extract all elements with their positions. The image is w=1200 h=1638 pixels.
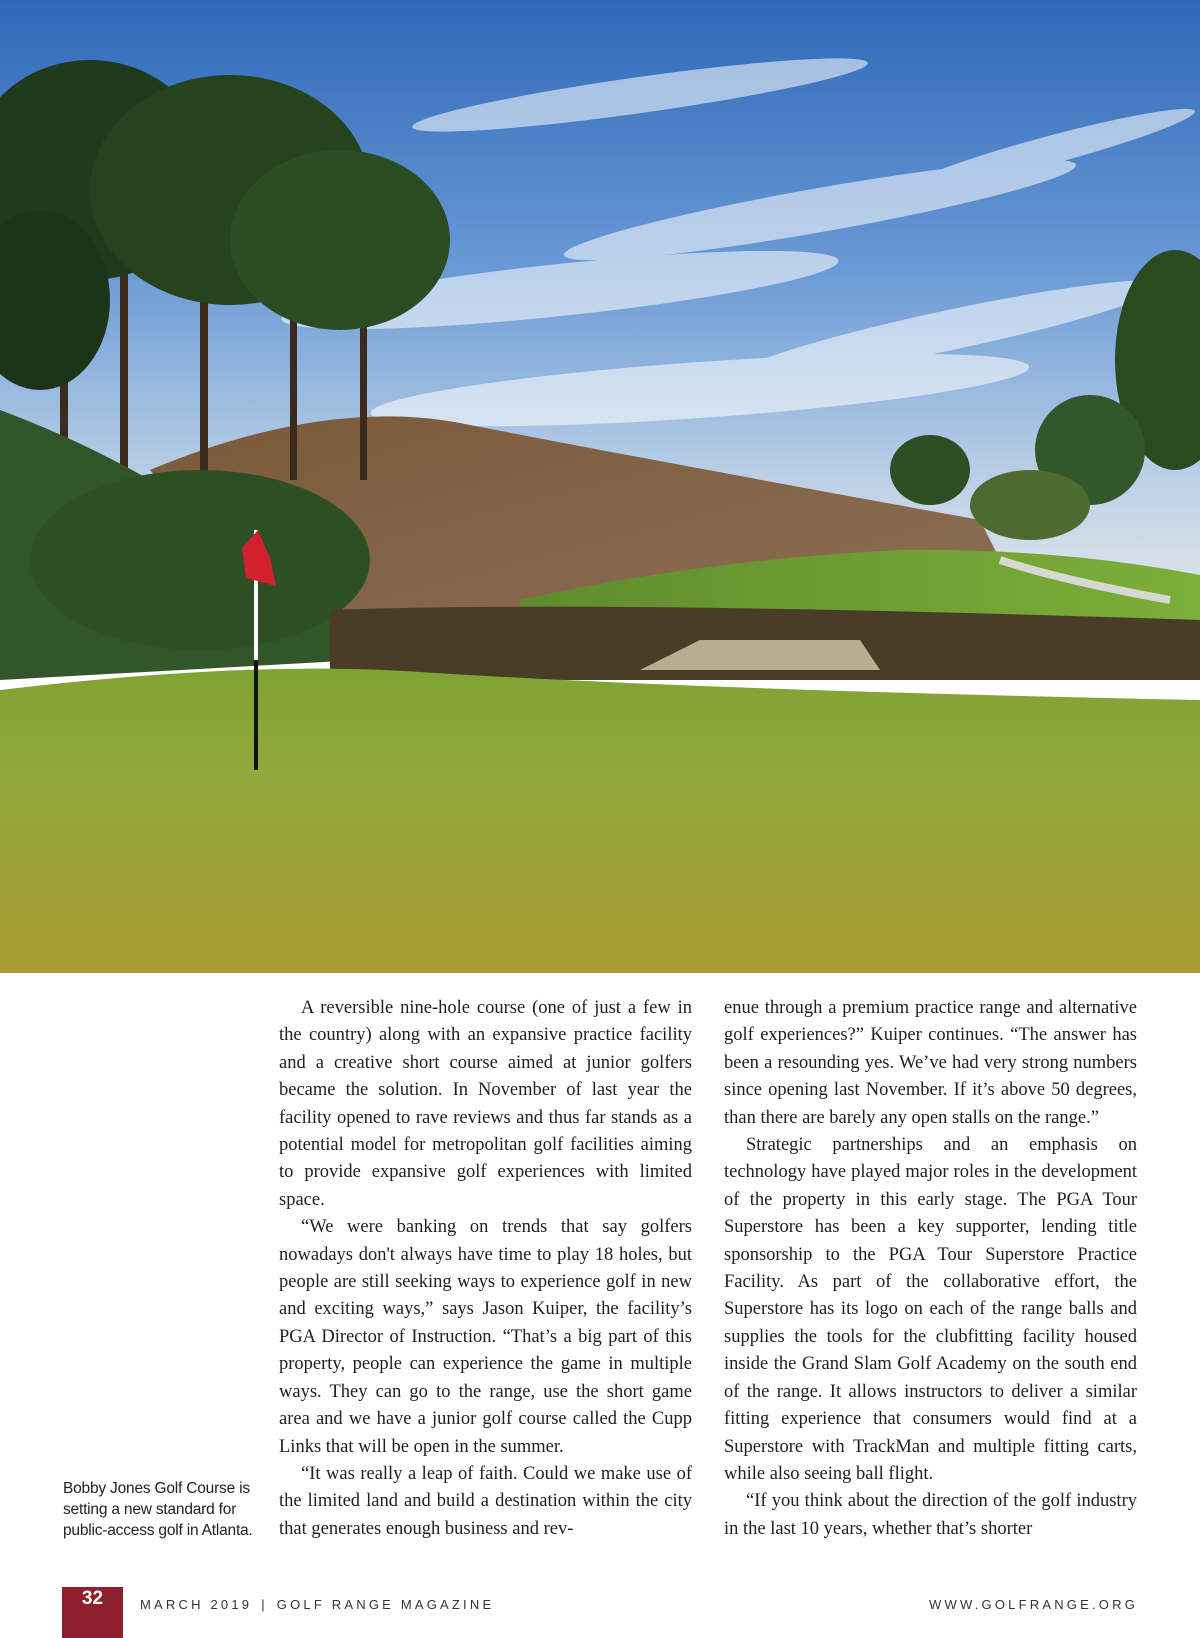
article-left-column <box>279 995 692 1543</box>
issue-date: MARCH 2019 <box>140 1597 253 1612</box>
putting-green <box>0 669 1200 973</box>
footer-separator: | <box>261 1597 268 1612</box>
article-paragraph: “It was really a leap of faith. Could we make use of the limited land and build a destination within the city that generates enough business and rev- <box>279 1463 692 1539</box>
page-number: 32 <box>62 1587 123 1638</box>
article-paragraph: “If you think about the direction of the golf industry in the last 10 years, whether that’s shorter <box>724 1491 1137 1539</box>
article-paragraph: A reversible nine-hole course (one of just a few in the country) along with an expansive practice facility and a creative short course aimed at junior golfers became the solution. In November of last year the facility opened to rave reviews and thus far stands as a potential model for metropolitan golf facilities aiming to provide expansive golf experiences with limited space. <box>279 998 692 1210</box>
photo-caption: Bobby Jones Golf Course is setting a new standard for public-access golf in Atlanta. <box>63 1480 253 1539</box>
article-right-column <box>724 995 1137 1543</box>
article-paragraph: “We were banking on trends that say golfers nowadays don't always have time to play 18 holes, but people are still seeking ways to experience golf in new and exciting ways,” says Jason Kuiper, the facility’s PGA Director of Instruction. “That’s a big part of this property, people can experience the game in multiple ways. They can go to the range, use the short game area and we have a junior golf course called the Cupp Links that will be open in the summer. <box>279 1217 692 1457</box>
footer-issue-line <box>140 1597 494 1612</box>
website-link[interactable]: WWW.GOLFRANGE.ORG <box>929 1597 1138 1612</box>
magazine-name: GOLF RANGE MAGAZINE <box>276 1597 495 1612</box>
article-paragraph: enue through a premium practice range and alternative golf experiences?” Kuiper continues. “The answer has been a resounding yes. We’ve had very strong numbers since opening last November. If it’s above 50 degrees, than there are barely any open stalls on the range.” <box>724 998 1137 1128</box>
article-paragraph: Strategic partnerships and an emphasis on technology have played major roles in the development of the property in this early stage. The PGA Tour Superstore has been a key supporter, lending title sponsorship to the PGA Tour Superstore Practice Facility. As part of the collaborative effort, the Superstore has its logo on each of the range balls and supplies the tools for the clubfitting facility housed inside the Grand Slam Golf Academy on the south end of the range. It allows instructors to deliver a similar fitting experience that consumers would find at a Superstore with TrackMan and multiple fitting carts, while also seeing ball flight. <box>724 1135 1137 1484</box>
